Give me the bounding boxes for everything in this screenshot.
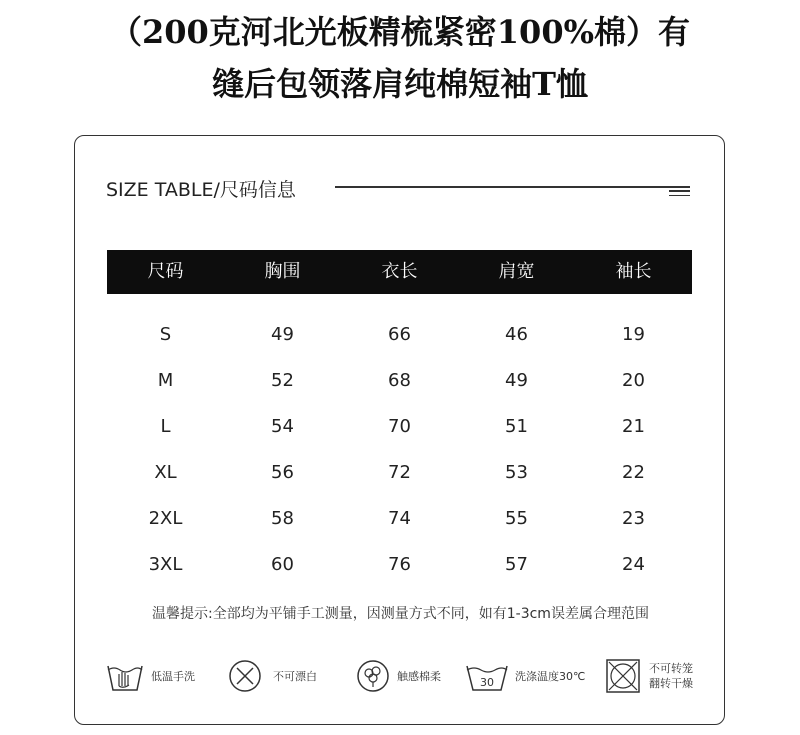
menu-lines-icon — [669, 190, 690, 200]
size-table-card — [74, 135, 725, 725]
table-cell: 52 — [271, 370, 294, 391]
table-cell: 74 — [388, 508, 411, 529]
column-header-length: 衣长 — [381, 261, 418, 282]
table-row — [107, 458, 692, 488]
table-row — [107, 504, 692, 534]
table-cell: 3XL — [148, 554, 183, 575]
table-cell: 60 — [271, 554, 294, 575]
care-label: 不可漂白 — [273, 670, 317, 683]
product-title-line-2: 缝后包领落肩纯棉短袖T恤 — [212, 65, 588, 103]
table-cell: 21 — [622, 416, 645, 437]
table-cell: 22 — [622, 462, 645, 483]
product-title — [0, 6, 800, 110]
table-row — [107, 366, 692, 396]
table-row — [107, 550, 692, 580]
care-label: 不可转笼 — [649, 662, 693, 675]
wash-temperature-icon — [465, 658, 509, 694]
table-cell: 19 — [622, 324, 645, 345]
table-row — [107, 412, 692, 442]
hand-wash-icon — [105, 658, 145, 694]
product-title-line-1: （200克河北光板精梳紧密100%棉）有 — [109, 13, 690, 51]
care-cotton-soft — [355, 658, 465, 698]
table-cell: 58 — [271, 508, 294, 529]
table-cell: 49 — [505, 370, 528, 391]
heading-divider — [335, 186, 690, 188]
table-cell: 68 — [388, 370, 411, 391]
table-cell: 56 — [271, 462, 294, 483]
table-header — [107, 250, 692, 294]
table-cell: 46 — [505, 324, 528, 345]
table-cell: 66 — [388, 324, 411, 345]
table-cell: 2XL — [148, 508, 183, 529]
no-tumble-dry-icon — [605, 658, 641, 694]
table-cell: XL — [154, 462, 177, 483]
table-cell: 49 — [271, 324, 294, 345]
column-header-shoulder: 肩宽 — [498, 261, 535, 282]
care-label: 低温手洗 — [151, 670, 195, 683]
table-cell: 23 — [622, 508, 645, 529]
size-table-heading: SIZE TABLE/尺码信息 — [106, 179, 296, 201]
column-header-size: 尺码 — [147, 261, 184, 282]
care-wash-temp — [465, 658, 595, 698]
table-cell: 54 — [271, 416, 294, 437]
column-header-chest: 胸围 — [264, 261, 301, 282]
table-cell: 70 — [388, 416, 411, 437]
table-cell: 76 — [388, 554, 411, 575]
column-header-sleeve: 袖长 — [615, 261, 652, 282]
table-cell: 57 — [505, 554, 528, 575]
table-cell: 72 — [388, 462, 411, 483]
care-label: 洗涤温度30℃ — [515, 670, 586, 683]
table-cell: 55 — [505, 508, 528, 529]
table-cell: 51 — [505, 416, 528, 437]
care-no-bleach — [227, 658, 327, 698]
care-no-tumble — [605, 658, 715, 698]
care-hand-wash — [105, 658, 205, 698]
measurement-note: 温馨提示:全部均为平铺手工测量，因测量方式不同，如有1-3cm误差属合理范围 — [152, 606, 649, 622]
wash-temp-value: 30 — [480, 676, 494, 689]
table-cell: 53 — [505, 462, 528, 483]
cotton-icon — [355, 658, 391, 694]
table-row — [107, 320, 692, 350]
table-cell: L — [160, 416, 171, 437]
care-label: 触感棉柔 — [397, 670, 441, 683]
table-cell: 24 — [622, 554, 645, 575]
care-label: 翻转干燥 — [649, 677, 693, 690]
table-cell: 20 — [622, 370, 645, 391]
table-cell: M — [157, 370, 174, 391]
no-bleach-icon — [227, 658, 263, 694]
table-cell: S — [159, 324, 172, 345]
